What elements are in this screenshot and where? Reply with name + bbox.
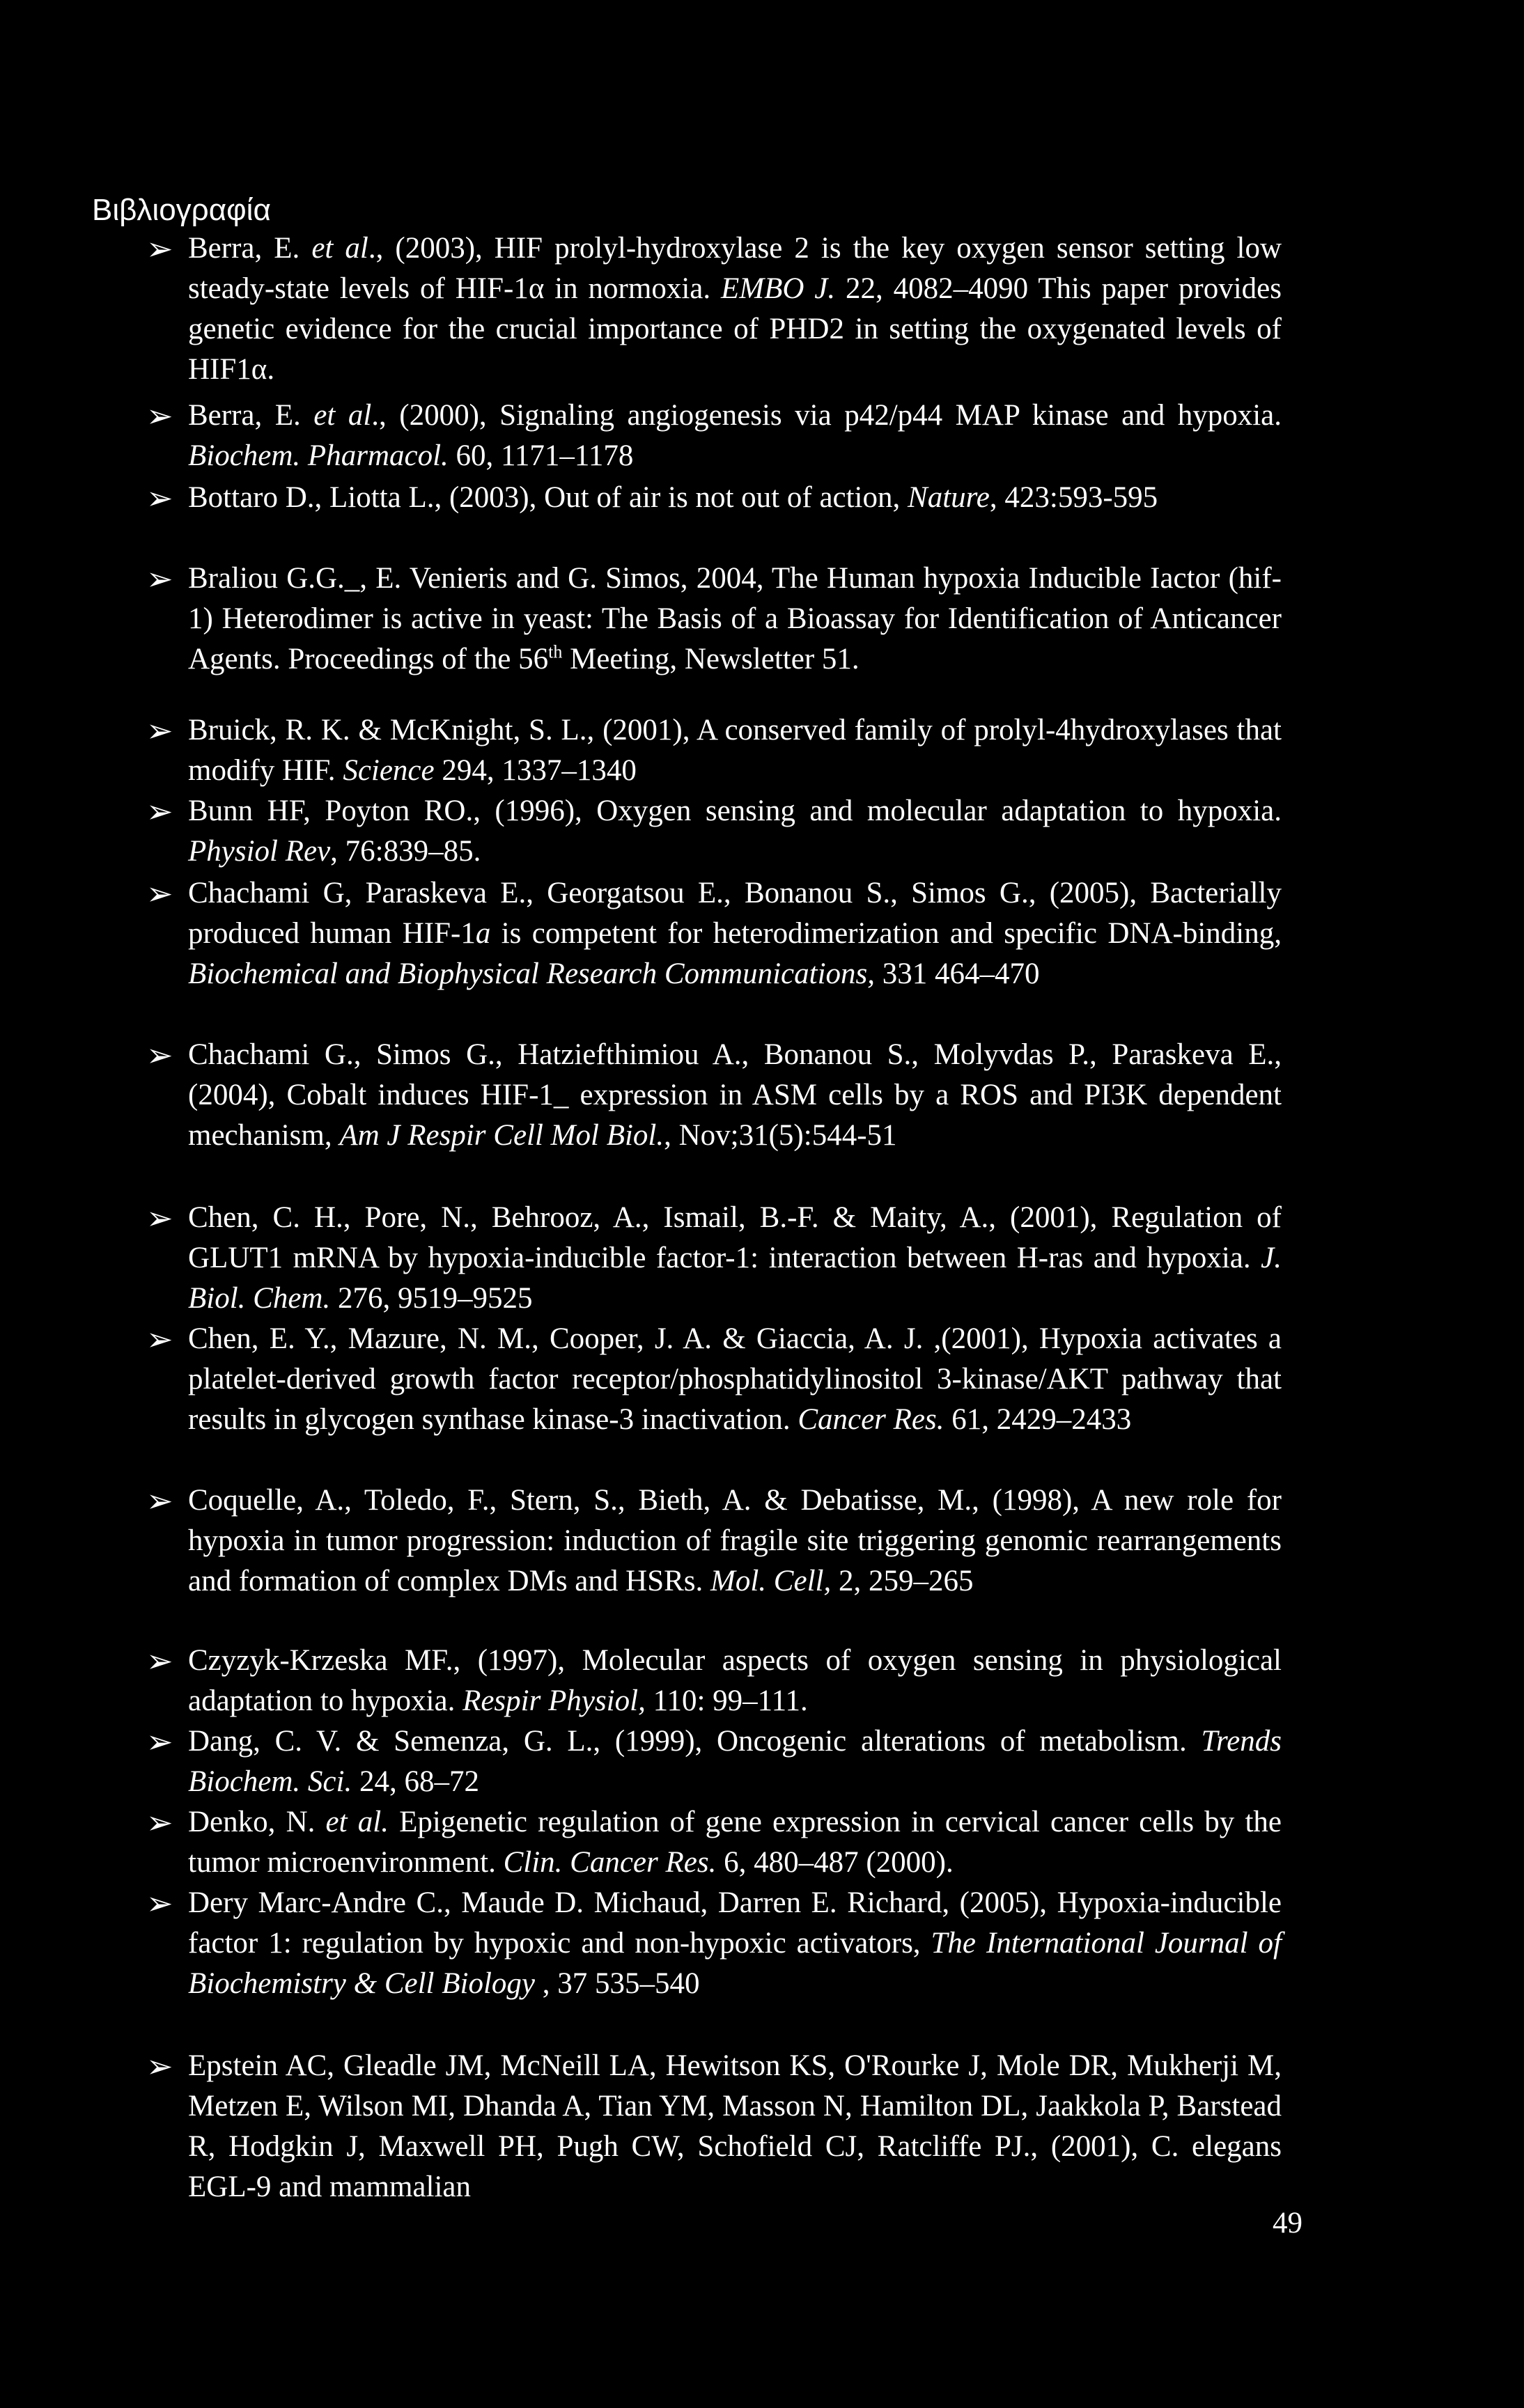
italic-citation-text: Biochem. Pharmacol. bbox=[188, 439, 449, 472]
reference-text bbox=[188, 1035, 1282, 1156]
citation-text: 2, 259–265 bbox=[831, 1565, 974, 1597]
italic-citation-text: Physiol Rev bbox=[188, 835, 331, 868]
arrow-bullet-icon: ➢ bbox=[146, 479, 173, 517]
citation-text: Braliou G.G._, E. Venieris and G. Simos, 2004, The Human hypoxia Inducible Iactor (hif-1) Heterodimer is active in yeast: The Basis of a Bioassay for Identification of Anticancer Agents. Proceedings of the 56 bbox=[188, 562, 1282, 675]
citation-text: Chen, E. Y., Mazure, N. M., Cooper, J. A. & Giaccia, A. J. ,(2001), Hypoxia activates a platelet-derived growth factor receptor/phosphatidylinositol 3-kinase/AKT pathway that results in glycogen synthase kinase-3 inactivation. bbox=[188, 1322, 1282, 1436]
arrow-bullet-icon: ➢ bbox=[146, 1199, 173, 1237]
citation-text: Berra, E. bbox=[188, 399, 314, 432]
reference-text bbox=[188, 1480, 1282, 1602]
arrow-bullet-icon: ➢ bbox=[146, 230, 173, 267]
citation-text: Chachami G., Simos G., Hatziefthimiou A., Bonanou S., Molyvdas P., Paraskeva E., (2004), Cobalt induces HIF-1_ expression in ASM cells by a ROS and PI3K dependent mechanism, bbox=[188, 1038, 1282, 1152]
bibliography-heading: Βιβλιογραφία bbox=[92, 193, 271, 227]
citation-text: 6, 480–487 (2000). bbox=[716, 1846, 954, 1879]
italic-citation-text: et al bbox=[313, 399, 372, 432]
citation-text: ., (2000), Signaling angiogenesis via p42/p44 MAP kinase and hypoxia. bbox=[371, 399, 1282, 432]
arrow-bullet-icon: ➢ bbox=[146, 1723, 173, 1760]
citation-text: 294, 1337–1340 bbox=[434, 754, 637, 787]
reference-text bbox=[188, 558, 1282, 680]
arrow-bullet-icon: ➢ bbox=[146, 875, 173, 912]
citation-text: Meeting, Newsletter 51. bbox=[562, 643, 860, 675]
arrow-bullet-icon: ➢ bbox=[146, 397, 173, 435]
arrow-bullet-icon: ➢ bbox=[146, 2047, 173, 2085]
italic-citation-text: Am J Respir Cell Mol Biol. bbox=[339, 1119, 664, 1152]
reference-text bbox=[188, 1883, 1282, 2004]
arrow-bullet-icon: ➢ bbox=[146, 792, 173, 830]
citation-text: Bruick, R. K. & McKnight, S. L., (2001), A conserved family of prolyl-4hydroxylases that modify HIF. bbox=[188, 714, 1282, 787]
citation-text: Epigenetic regulation of gene expression in cervical cancer cells by the tumor microenvironment. bbox=[188, 1806, 1282, 1879]
reference-text bbox=[188, 1198, 1282, 1319]
reference-text bbox=[188, 1721, 1282, 1802]
citation-text: Chachami G, Paraskeva E., Georgatsou E., Bonanou S., Simos G., (2005), Bacterially produced human HIF-1 bbox=[188, 877, 1282, 950]
citation-text: 22, 4082–4090 This paper provides genetic evidence for the crucial importance of PHD2 in setting the oxygenated levels of HIF1α. bbox=[188, 272, 1282, 386]
arrow-bullet-icon: ➢ bbox=[146, 1482, 173, 1519]
citation-text: is competent for heterodimerization and specific DNA-binding, bbox=[490, 917, 1282, 950]
italic-citation-text: Nature bbox=[908, 481, 990, 514]
citation-text: , 423:593-595 bbox=[989, 481, 1158, 514]
reference-text bbox=[188, 1802, 1282, 1883]
italic-citation-text: Trends Biochem. Sci. bbox=[188, 1725, 1282, 1798]
reference-text bbox=[188, 228, 1282, 390]
citation-text: 60, 1171–1178 bbox=[448, 439, 634, 472]
citation-text: 276, 9519–9525 bbox=[330, 1282, 533, 1315]
page-number: 49 bbox=[1273, 2207, 1303, 2239]
citation-text: , 76:839–85. bbox=[330, 835, 481, 868]
citation-text: Coquelle, A., Toledo, F., Stern, S., Bieth, A. & Debatisse, M., (1998), A new role for hypoxia in tumor progression: induction of fragile site triggering genomic rearrangements and formation of complex DMs and HSRs. bbox=[188, 1484, 1282, 1597]
italic-citation-text: Biochemical and Biophysical Research Communications, bbox=[188, 957, 876, 990]
italic-citation-text: Mol. Cell, bbox=[710, 1565, 832, 1597]
italic-citation-text: Clin. Cancer Res. bbox=[503, 1846, 717, 1879]
reference-text bbox=[188, 478, 1282, 518]
citation-text: Chen, C. H., Pore, N., Behrooz, A., Ismail, B.-F. & Maity, A., (2001), Regulation of GLUT1 mRNA by hypoxia-inducible factor-1: interaction between H-ras and hypoxia. bbox=[188, 1201, 1282, 1274]
reference-text bbox=[188, 2046, 1282, 2207]
reference-text bbox=[188, 396, 1282, 476]
citation-text: Czyzyk-Krzeska MF., (1997), Molecular aspects of oxygen sensing in physiological adaptation to hypoxia. bbox=[188, 1644, 1282, 1717]
arrow-bullet-icon: ➢ bbox=[146, 1884, 173, 1922]
arrow-bullet-icon: ➢ bbox=[146, 1804, 173, 1841]
citation-text: Berra, E. bbox=[188, 232, 312, 265]
arrow-bullet-icon: ➢ bbox=[146, 1320, 173, 1358]
italic-citation-text: et al. bbox=[325, 1806, 389, 1838]
reference-text bbox=[188, 1319, 1282, 1440]
superscript: th bbox=[548, 641, 563, 662]
citation-text: , 37 535–540 bbox=[535, 1967, 700, 2000]
citation-text: , Nov;31(5):544-51 bbox=[664, 1119, 897, 1152]
italic-citation-text: Science bbox=[343, 754, 435, 787]
citation-text: Dang, C. V. & Semenza, G. L., (1999), Oncogenic alterations of metabolism. bbox=[188, 1725, 1202, 1758]
italic-citation-text: The International Journal of Biochemistry & Cell Biology bbox=[188, 1927, 1282, 2000]
italic-citation-text: Cancer Res. bbox=[798, 1403, 944, 1436]
citation-text: Bunn HF, Poyton RO., (1996), Oxygen sensing and molecular adaptation to hypoxia. bbox=[188, 795, 1282, 827]
reference-text bbox=[188, 710, 1282, 791]
italic-citation-text: a bbox=[475, 917, 491, 950]
citation-text: 61, 2429–2433 bbox=[944, 1403, 1132, 1436]
citation-text: 110: 99–111. bbox=[645, 1684, 808, 1717]
reference-text bbox=[188, 873, 1282, 994]
citation-text: Denko, N. bbox=[188, 1806, 326, 1838]
italic-citation-text: EMBO J. bbox=[720, 272, 836, 305]
citation-text: 24, 68–72 bbox=[352, 1765, 479, 1798]
citation-text: 331 464–470 bbox=[875, 957, 1040, 990]
italic-citation-text: Respir Physiol, bbox=[462, 1684, 646, 1717]
arrow-bullet-icon: ➢ bbox=[146, 712, 173, 749]
arrow-bullet-icon: ➢ bbox=[146, 560, 173, 597]
citation-text: ., (2003), HIF prolyl-hydroxylase 2 is the key oxygen sensor setting low steady-state levels of HIF-1α in normoxia. bbox=[188, 232, 1282, 305]
citation-text: Bottaro D., Liotta L., (2003), Out of air is not out of action, bbox=[188, 481, 908, 514]
italic-citation-text: et al bbox=[311, 232, 368, 265]
arrow-bullet-icon: ➢ bbox=[146, 1642, 173, 1680]
reference-text bbox=[188, 791, 1282, 872]
reference-text bbox=[188, 1641, 1282, 1721]
italic-citation-text: J. Biol. Chem. bbox=[188, 1242, 1282, 1315]
citation-text: Dery Marc-Andre C., Maude D. Michaud, Darren E. Richard, (2005), Hypoxia-inducible factor 1: regulation by hypoxic and non-hypoxic activators, bbox=[188, 1886, 1282, 1960]
citation-text: Epstein AC, Gleadle JM, McNeill LA, Hewitson KS, O'Rourke J, Mole DR, Mukherji M, Metzen E, Wilson MI, Dhanda A, Tian YM, Masson N, Hamilton DL, Jaakkola P, Barstead R, Hodgkin J, Maxwell PH, Pugh CW, Schofield CJ, Ratcliffe PJ., (2001), C. elegans EGL-9 and mammalian bbox=[188, 2049, 1282, 2203]
arrow-bullet-icon: ➢ bbox=[146, 1036, 173, 1074]
